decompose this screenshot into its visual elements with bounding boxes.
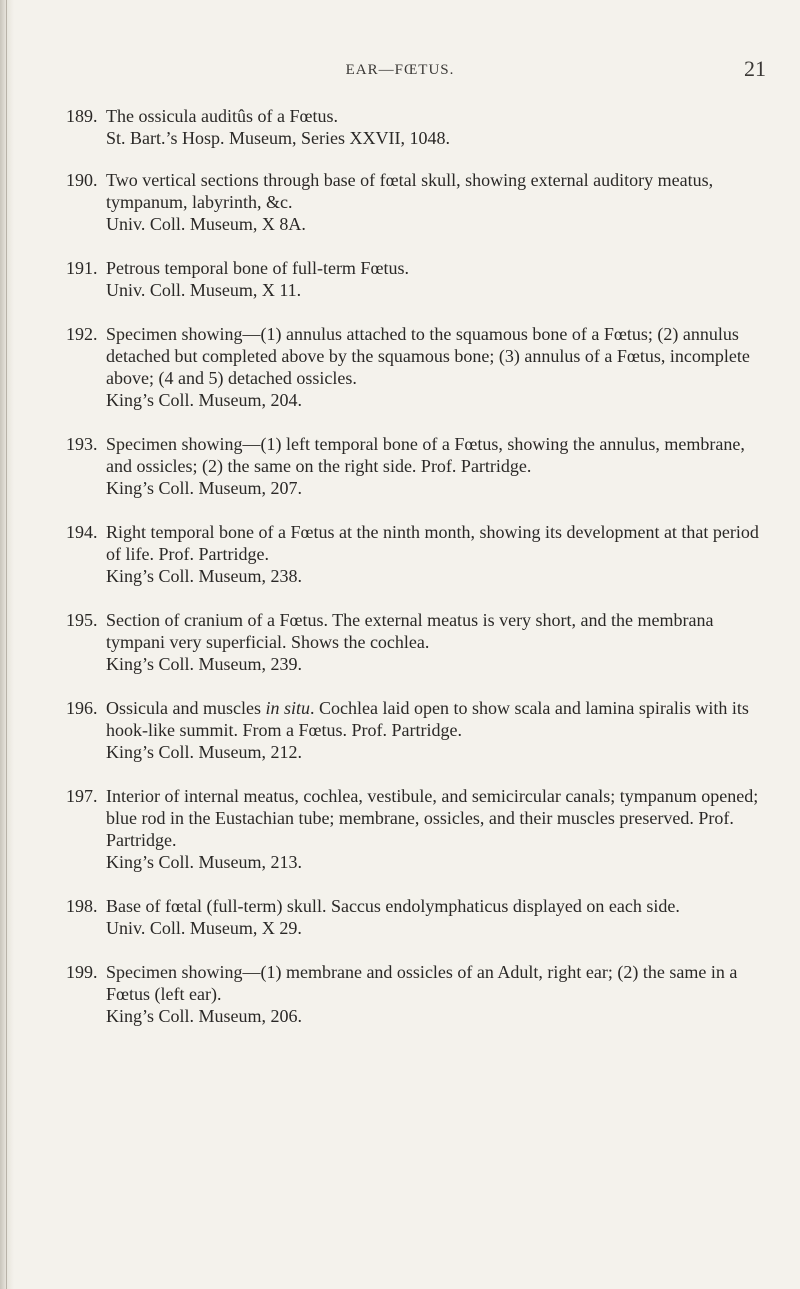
entry-number: 193.: [66, 434, 98, 454]
entry-number: 199.: [66, 962, 98, 982]
entry-source: King’s Coll. Museum, 213.: [106, 852, 303, 872]
entry-source: King’s Coll. Museum, 239.: [106, 654, 303, 674]
entry-number: 189.: [66, 106, 98, 126]
entry-description: Section of cranium of a Fœtus. The external meatus is very short, and the membrana tympani very superficial. Shows the cochlea.: [106, 610, 714, 652]
entry-description-end: . Cochlea laid open to show scala and lamina spiralis with its hook-like summit. From a Fœtus. Prof. Partridge.: [106, 698, 749, 740]
entry-number: 194.: [66, 522, 98, 542]
entry-192: [66, 323, 766, 411]
entry-description: [106, 697, 766, 741]
entry-source: Univ. Coll. Museum, X 8A.: [106, 214, 306, 234]
entry-number: 191.: [66, 258, 98, 278]
running-head: EAR—FŒTUS.: [345, 62, 455, 78]
entry-description-start: Ossicula and muscles: [106, 698, 266, 718]
entry-description: Petrous temporal bone of full-term Fœtus.: [106, 258, 409, 278]
entry-198: [66, 895, 766, 939]
page-number: 21: [744, 56, 766, 81]
entry-source: King’s Coll. Museum, 206.: [106, 1006, 303, 1026]
binding-line: [6, 0, 7, 1289]
entry-source: Univ. Coll. Museum, X 29.: [106, 918, 302, 938]
entry-description: Base of fœtal (full-term) skull. Saccus endolymphaticus displayed on each side.: [106, 896, 680, 916]
entry-number: 192.: [66, 324, 98, 344]
entry-description: The ossicula auditûs of a Fœtus.: [106, 106, 338, 126]
entry-number: 190.: [66, 170, 98, 190]
entry-source: King’s Coll. Museum, 212.: [106, 742, 303, 762]
entry-194: [66, 521, 766, 587]
entry-197: [66, 785, 766, 873]
entry-191: [66, 257, 766, 301]
entry-description: Specimen showing—(1) annulus attached to the squamous bone of a Fœtus; (2) annulus detached but completed above by the squamous bone; (3) annulus of a Fœtus, incomplete above; (4 and 5) detached ossicles.: [106, 324, 750, 388]
entry-description: Specimen showing—(1) left temporal bone of a Fœtus, showing the annulus, membrane, and ossicles; (2) the same on the right side. Prof. Partridge.: [106, 434, 745, 476]
entry-source: St. Bart.’s Hosp. Museum, Series XXVII, 1048.: [106, 128, 450, 148]
entry-description: Interior of internal meatus, cochlea, vestibule, and semicircular canals; tympanum opened; blue rod in the Eustachian tube; membrane, ossicles, and their muscles preserved. Prof. Partridge.: [106, 786, 759, 850]
entry-description-italic: in situ: [265, 698, 310, 718]
entry-196: [66, 697, 766, 763]
entry-source: King’s Coll. Museum, 204.: [106, 390, 303, 410]
entry-190: [66, 169, 766, 235]
entry-193: [66, 433, 766, 499]
entry-number: 197.: [66, 786, 98, 806]
entry-189: [66, 105, 766, 149]
entry-description: Two vertical sections through base of fœtal skull, showing external auditory meatus, tympanum, labyrinth, &c.: [106, 170, 714, 212]
entry-description: Right temporal bone of a Fœtus at the ninth month, showing its development at that period of life. Prof. Partridge.: [106, 522, 759, 564]
entry-195: [66, 609, 766, 675]
page-edge: [0, 0, 14, 1289]
page-header: [0, 56, 800, 86]
entry-number: 195.: [66, 610, 98, 630]
entry-number: 198.: [66, 896, 98, 916]
catalogue-entries: [66, 105, 766, 1027]
entry-source: King’s Coll. Museum, 207.: [106, 478, 303, 498]
entry-description: Specimen showing—(1) membrane and ossicles of an Adult, right ear; (2) the same in a Fœtus (left ear).: [106, 962, 738, 1004]
entry-199: [66, 961, 766, 1027]
entry-source: King’s Coll. Museum, 238.: [106, 566, 303, 586]
entry-number: 196.: [66, 698, 98, 718]
entry-source: Univ. Coll. Museum, X 11.: [106, 280, 302, 300]
